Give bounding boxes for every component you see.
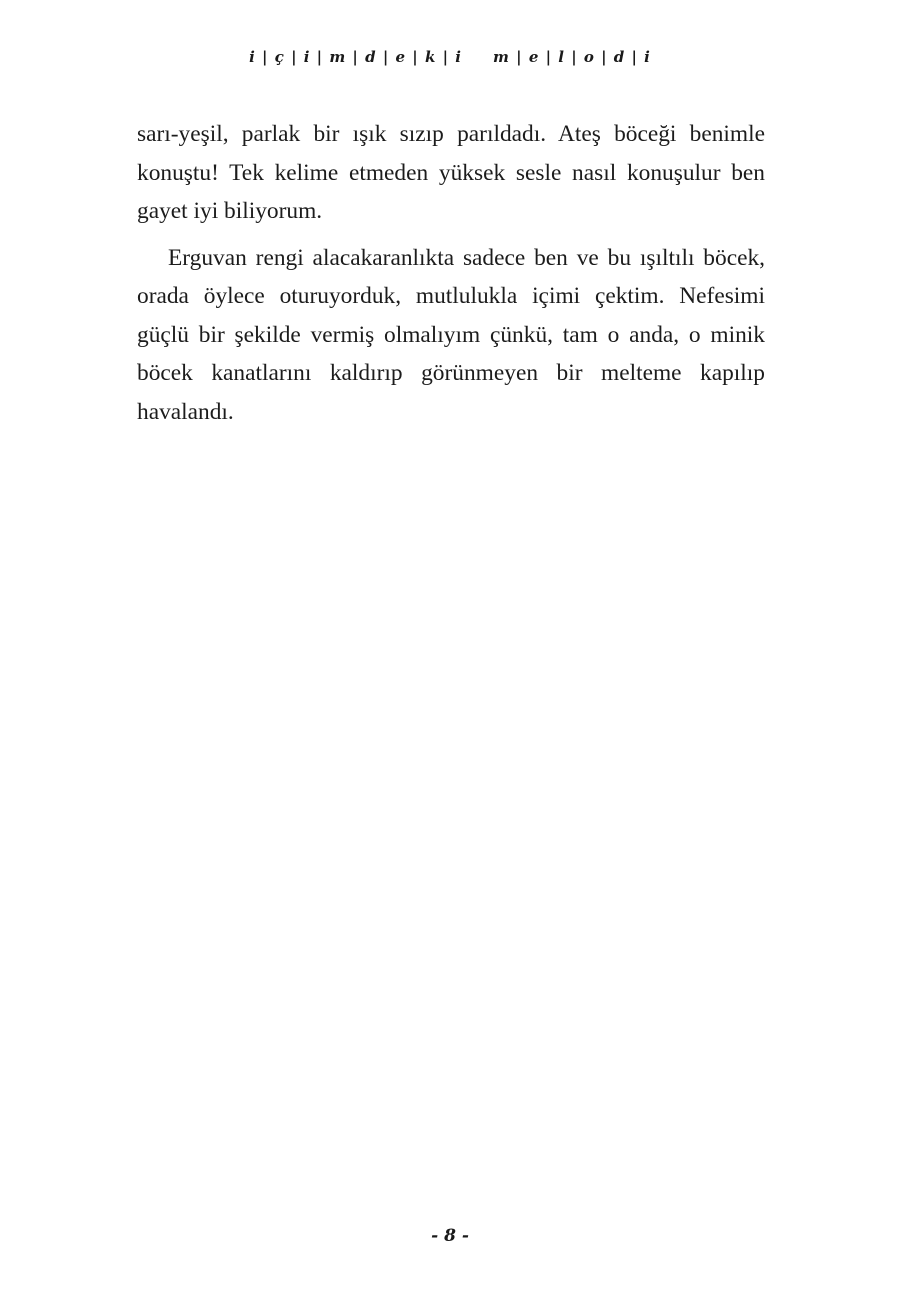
- body-text: [137, 115, 765, 431]
- paragraph: sarı-yeşil, parlak bir ışık sızıp parıldadı. Ateş böceği benimle konuştu! Tek kelime etmeden yüksek sesle nasıl konuşulur ben gayet iyi biliyorum.: [137, 121, 765, 224]
- running-header: i | ç | i | m | d | e | k | i m | e | l | o | d | i: [249, 48, 651, 66]
- page-number: - 8 -: [431, 1226, 469, 1246]
- paragraph: Erguvan rengi alacakaranlıkta sadece ben ve bu ışıltılı böcek, orada öylece oturuyorduk, mutlulukla içimi çektim. Nefesimi güçlü bir şekilde vermiş olmalıyım çünkü, tam o anda, o minik böcek kanatlarını kaldırıp görünmeyen bir melteme kapılıp havalandı.: [137, 244, 765, 425]
